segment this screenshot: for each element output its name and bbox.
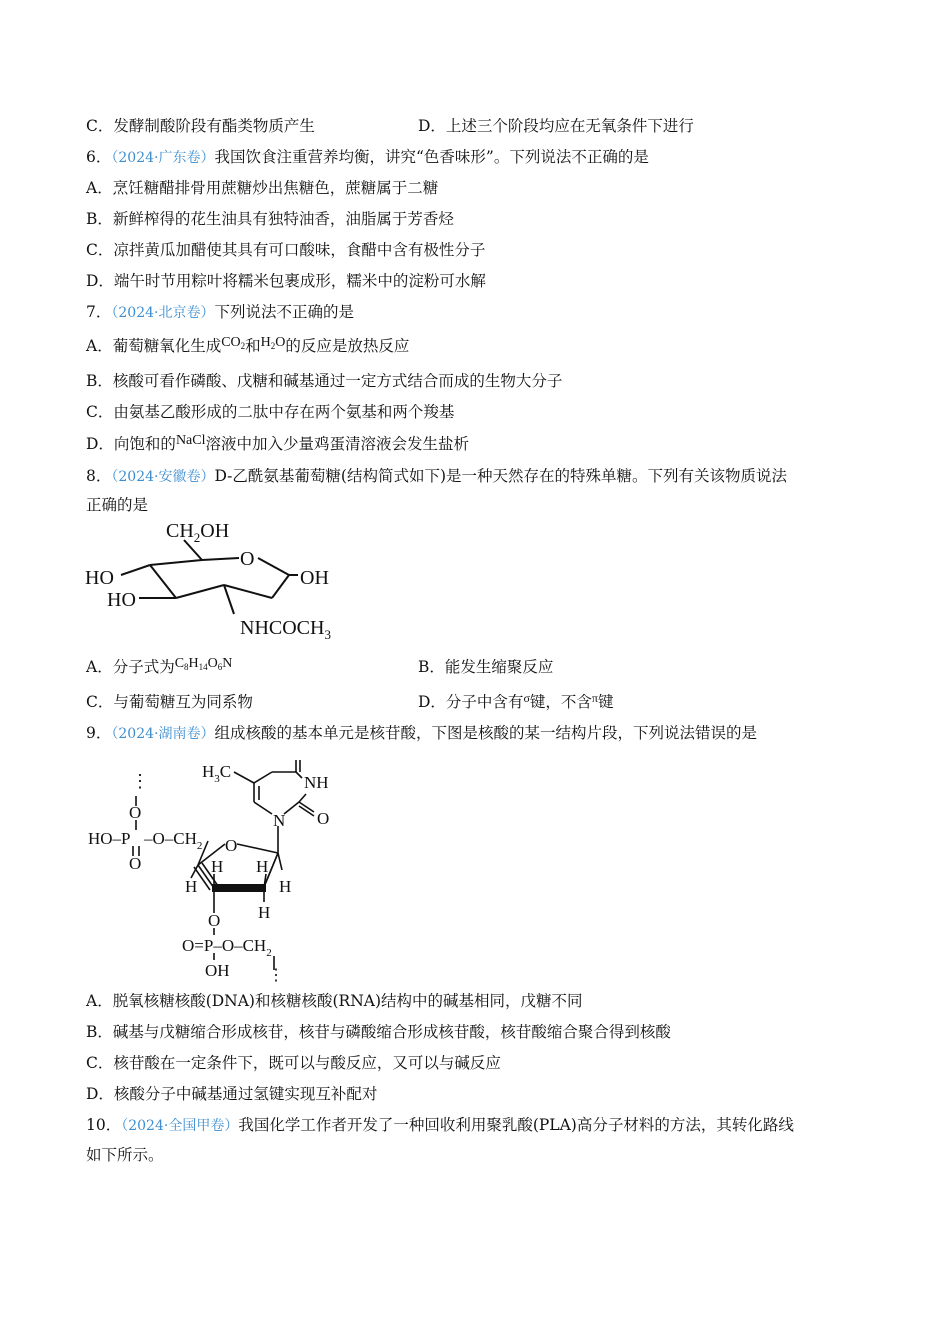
q8-stem — [86, 465, 862, 488]
q9-o-carbonyl: O — [317, 809, 330, 828]
q6-stem — [86, 146, 862, 169]
q9-h-c4: H — [211, 857, 224, 876]
q9-ho-p: HO–P — [88, 829, 131, 848]
q10-number: 10． — [86, 1116, 122, 1134]
q7-option-c: C．由氨基乙酸形成的二肽中存在两个氨基和两个羧基 — [86, 403, 455, 421]
svg-text:O=P–O–CH2: $O=P-O-CH_2$ — [182, 936, 272, 959]
q7-option-d-text: D．向饱和的 — [86, 435, 176, 453]
q9-stem-text: 组成核酸的基本单元是核苷酸，下图是核酸的某一结构片段，下列说法错误的是 — [214, 724, 757, 742]
q8-ch2oh-oh: OH — [200, 520, 230, 542]
formula-o: O — [207, 656, 218, 671]
q8-option-d-tail: 键 — [597, 693, 614, 711]
q9-nh: NH — [304, 773, 329, 792]
q7-number: 7． — [86, 303, 112, 321]
q9-oh-bottom: OH — [205, 961, 230, 980]
q8-nhcoch3: NHCOCH — [240, 617, 325, 639]
q9-ring-oxygen: O — [225, 836, 238, 855]
q9-h3c: H — [202, 762, 215, 781]
q8-ring-oxygen: O — [240, 548, 255, 570]
q7-stem-text: 下列说法不正确的是 — [214, 303, 354, 321]
q6-option-b: B．新鲜榨得的花生油具有独特油香，油脂属于芳香烃 — [86, 210, 454, 228]
formula-h: H — [188, 656, 199, 671]
q9-o-top: O — [129, 803, 142, 822]
q10-stem-line2: 如下所示。 — [86, 1146, 164, 1164]
q9-option-c: C．核苷酸在一定条件下，既可以与酸反应，又可以与碱反应 — [86, 1054, 501, 1072]
q6-number: 6． — [86, 148, 112, 166]
sigma-symbol: σ — [523, 691, 530, 705]
q8-option-row-1 — [86, 656, 862, 683]
q7-option-d — [86, 433, 862, 457]
q9-option-d: D．核酸分子中碱基通过氢键实现互补配对 — [86, 1085, 378, 1103]
q9-h-left: H — [185, 877, 198, 896]
q9-dots-top: ⋮ — [131, 771, 149, 791]
q9-o-ch2-link: –O–CH — [144, 829, 197, 848]
q9-option-b: B．碱基与戊糖缩合形成核苷，核苷与磷酸缩合形成核苷酸，核苷酸缩合聚合得到核酸 — [86, 1023, 671, 1041]
q9-h-c1: H — [256, 857, 269, 876]
q9-dots-bottom: ⋮ — [268, 967, 284, 984]
q9-stem — [86, 722, 862, 745]
svg-text:–O–CH2: $-O-CH_2$ — [144, 829, 203, 852]
q9-h-right: H — [279, 877, 292, 896]
q7-option-a-and: 和 — [245, 337, 261, 355]
q9-structure-diagram — [84, 752, 354, 984]
q8-option-b: B．能发生缩聚反应 — [418, 658, 554, 676]
formula-c: C — [174, 656, 185, 671]
q7-option-d-tail: 溶液中加入少量鸡蛋清溶液会发生盐析 — [205, 435, 470, 453]
formula-n: N — [222, 656, 233, 671]
q8-ch2oh-ch: CH — [166, 520, 194, 542]
h2o-h: H — [260, 335, 271, 350]
nacl-formula: NaCl — [175, 433, 206, 448]
q9-option-a: A．脱氧核糖核酸(DNA)和核糖核酸(RNA)结构中的碱基相同，戊糖不同 — [86, 992, 583, 1010]
q8-option-c: C．与葡萄糖互为同系物 — [86, 693, 253, 711]
svg-text:H3C: $H_3C$ — [202, 762, 232, 785]
q8-option-a-text: A．分子式为 — [86, 658, 175, 676]
q10-source: （2024·全国甲卷） — [121, 1118, 239, 1134]
q8-molecular-formula: $C_8H_{14}O_6N$ — [174, 656, 233, 672]
co2-co: CO — [221, 335, 241, 350]
q7-option-a — [86, 335, 862, 362]
q6-option-d: D．端午时节用粽叶将糯米包裹成形，糯米中的淀粉可水解 — [86, 272, 486, 290]
q9-n: N — [273, 811, 286, 830]
q8-stem-text: D-乙酰氨基葡萄糖(结构简式如下)是一种天然存在的特殊单糖。下列有关该物质说法 — [214, 467, 788, 485]
q9-h-c2: H — [258, 903, 271, 922]
q5-option-d: D．上述三个阶段均应在无氧条件下进行 — [418, 117, 694, 135]
q9-o-double: O — [129, 854, 142, 873]
q8-stem-line2: 正确的是 — [86, 496, 149, 514]
q9-p-row: O=P–O–CH — [182, 936, 267, 955]
q8-option-row-2 — [86, 691, 862, 713]
q8-source: （2024·安徽卷） — [111, 469, 215, 485]
q6-source: （2024·广东卷） — [111, 150, 215, 166]
q7-stem — [86, 301, 862, 324]
q8-oh-right: OH — [300, 567, 329, 589]
q8-option-d-text: D．分子中含有 — [418, 693, 524, 711]
co2-formula: $CO_2$ — [221, 335, 246, 351]
h2o-formula: $H_2O$ — [260, 335, 286, 351]
q9-source: （2024·湖南卷） — [111, 726, 215, 742]
q8-option-d-mid: 键，不含 — [529, 693, 592, 711]
h2o-o: O — [275, 335, 286, 350]
q5-option-c: C．发酵制酸阶段有酯类物质产生 — [86, 117, 315, 135]
q8-ho-lower: HO — [107, 589, 136, 611]
q6-option-c: C．凉拌黄瓜加醋使其具有可口酸味，食醋中含有极性分子 — [86, 241, 486, 259]
q8-option-d — [418, 691, 614, 714]
svg-text:NHCOCH3: $NHCOCH_3$ — [240, 617, 331, 642]
svg-text:CH2OH: $CH_2OH$ — [166, 520, 230, 545]
q6-option-a: A．烹饪糖醋排骨用蔗糖炒出焦糖色，蔗糖属于二糖 — [86, 179, 439, 197]
pi-symbol: π — [591, 691, 598, 705]
q10-stem-text: 我国化学工作者开发了一种回收利用聚乳酸(PLA)高分子材料的方法，其转化路线 — [238, 1116, 794, 1134]
q10-stem — [86, 1114, 862, 1137]
q6-stem-text: 我国饮食注重营养均衡，讲究“色香味形”。下列说法不正确的是 — [214, 148, 649, 166]
q7-option-a-tail: 的反应是放热反应 — [285, 337, 410, 355]
q8-ho-left: HO — [85, 567, 114, 589]
q8-structure-diagram — [84, 518, 364, 646]
q7-option-a-text: A．葡萄糖氧化生成 — [86, 337, 222, 355]
q8-number: 8． — [86, 467, 112, 485]
q9-number: 9． — [86, 724, 112, 742]
q7-source: （2024·北京卷） — [111, 305, 215, 321]
q9-o-bottom: O — [208, 911, 221, 930]
q7-option-b: B．核酸可看作磷酸、戊糖和碱基通过一定方式结合而成的生物大分子 — [86, 372, 563, 390]
q5-option-row — [86, 115, 862, 137]
